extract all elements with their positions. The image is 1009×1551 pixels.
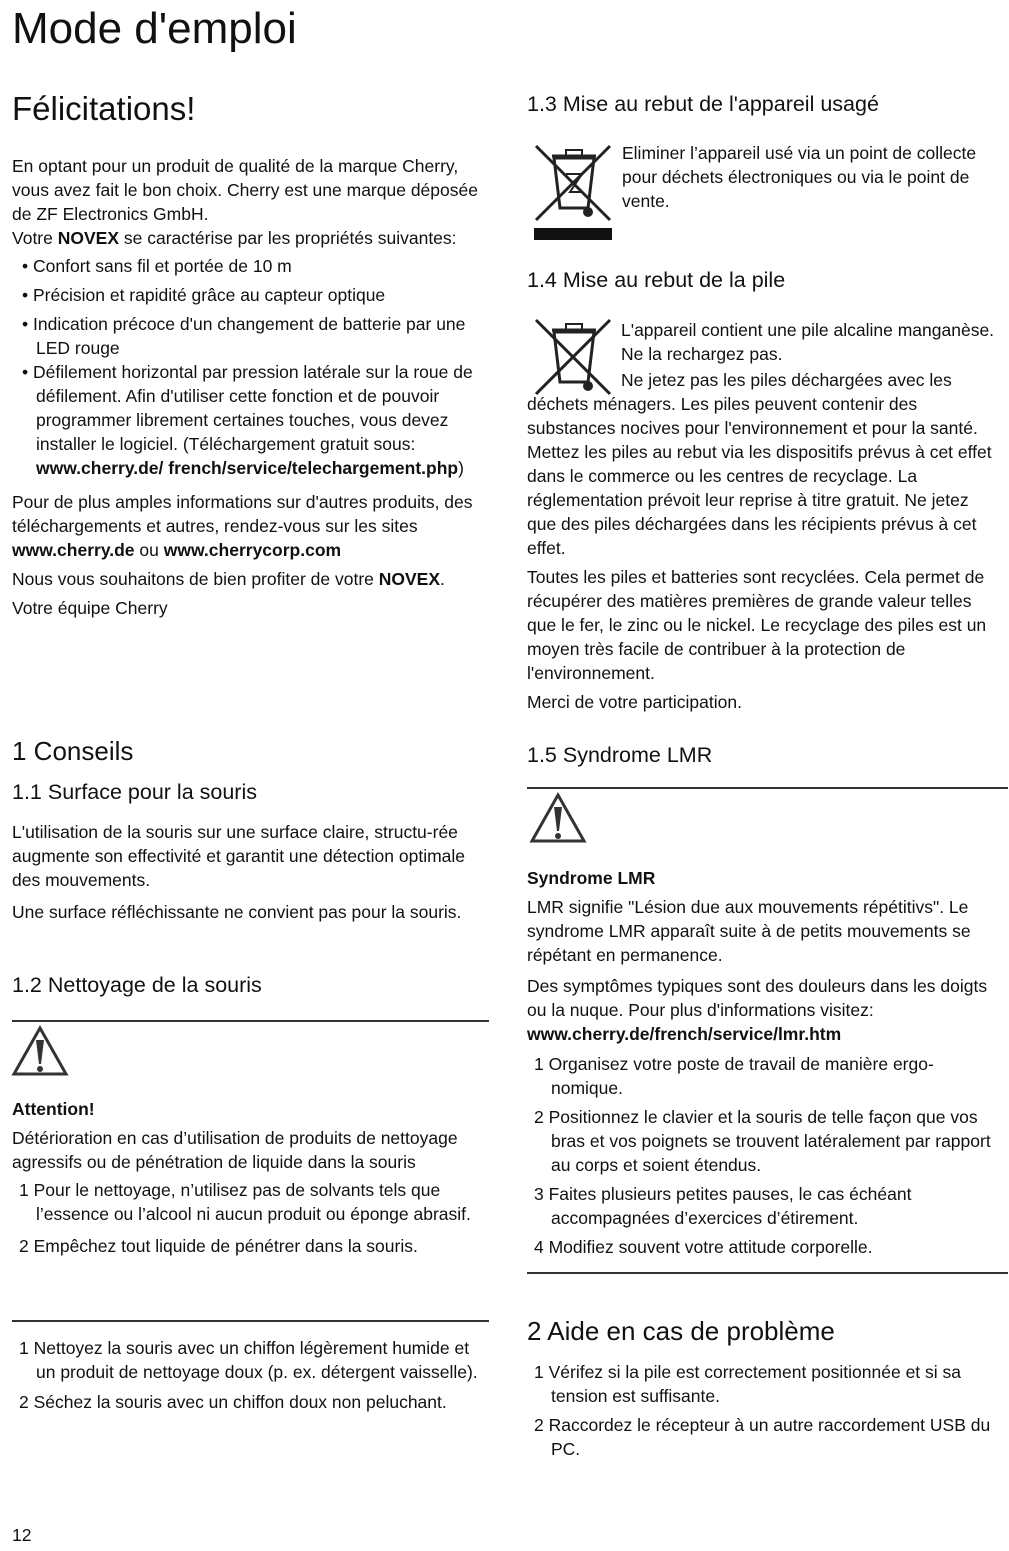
page-number: 12 bbox=[12, 1525, 32, 1545]
battery-recycle-paragraph: Toutes les piles et batteries sont recyclées. Cela permet de récupérer des matières premières de grande valeur telles que le fer, le zinc ou le nickel. Le recyclage des piles est un moyen très facile de contribuer à la protection de l'environnement. bbox=[527, 567, 987, 683]
troubleshooting-list bbox=[527, 1360, 997, 1461]
battery-paragraph: L'appareil contient une pile alcaline manganèse. Ne la rechargez pas. bbox=[621, 320, 995, 364]
page-title: Mode d'emploi bbox=[12, 4, 297, 53]
warning-bottom-rule bbox=[12, 1320, 489, 1322]
section-1-3-heading: 1.3 Mise au rebut de l'appareil usagé bbox=[527, 92, 879, 116]
section-1-2-heading: 1.2 Nettoyage de la souris bbox=[12, 973, 262, 997]
crossed-bin-icon bbox=[530, 140, 616, 244]
section-2-heading: 2 Aide en cas de problème bbox=[527, 1316, 835, 1346]
lmr-link[interactable]: www.cherry.de/french/service/lmr.htm bbox=[527, 1024, 842, 1044]
warning-icon bbox=[528, 791, 588, 847]
lmr-item: 4 Modifiez souvent votre attitude corporelle. bbox=[534, 1237, 873, 1257]
battery-body bbox=[527, 368, 1002, 714]
intro-paragraph: En optant pour un produit de qualité de la marque Cherry, vous avez fait le bon choix. Cherry est une marque déposée de ZF Electronics GmbH. bbox=[12, 156, 478, 224]
lmr-top-rule bbox=[527, 787, 1008, 789]
section-1-4-heading: 1.4 Mise au rebut de la pile bbox=[527, 268, 786, 292]
cherrycorp-link[interactable]: www.cherrycorp.com bbox=[163, 540, 342, 560]
warning-text: Détérioration en cas d’utilisation de produits de nettoyage agressifs ou de pénétration de liquide dans la souris bbox=[12, 1128, 458, 1172]
warning-title: Attention! bbox=[12, 1099, 95, 1119]
warning-top-rule bbox=[12, 1020, 489, 1022]
thanks-paragraph: Merci de votre participation. bbox=[527, 692, 742, 712]
lmr-symptoms: Des symptômes typiques sont des douleurs dans les doigts ou la nuque. Pour plus d'informations visitez: bbox=[527, 976, 988, 1020]
feature-bullet: • Précision et rapidité grâce au capteur optique bbox=[22, 285, 386, 305]
cleaning-step: 2 Séchez la souris avec un chiffon doux non peluchant. bbox=[19, 1392, 447, 1412]
section-1-1-heading: 1.1 Surface pour la souris bbox=[12, 780, 257, 804]
wish-paragraph: Nous vous souhaitons de bien profiter de votre NOVEX. bbox=[12, 569, 445, 589]
lmr-box bbox=[527, 866, 1003, 1259]
warning-item: 1 Pour le nettoyage, n’utilisez pas de solvants tels que l’essence ou l’alcool ni aucun produit ou éponge abrasif. bbox=[19, 1180, 471, 1224]
lmr-item: 2 Positionnez le clavier et la souris de telle façon que vos bras et vos poignets se trouvent latéralement par rapport au corps et soient étendus. bbox=[534, 1107, 991, 1175]
feature-bullet: • Défilement horizontal par pression latérale sur la roue de défilement. Afin d'utiliser cette fonction et de pouvoir programmer librement certaines touches, vous devez installer le logiciel. (Téléchargement gratuit sous: www.cherry.de/ french/service/telechargement.php) bbox=[22, 362, 473, 478]
intro-heading: Félicitations! bbox=[12, 90, 196, 127]
disposal-text bbox=[622, 141, 997, 213]
warning-item: 2 Empêchez tout liquide de pénétrer dans la souris. bbox=[19, 1236, 418, 1256]
section-1-5-heading: 1.5 Syndrome LMR bbox=[527, 743, 713, 767]
lmr-item: 1 Organisez votre poste de travail de manière ergo-nomique. bbox=[534, 1054, 934, 1098]
cleaning-step: 1 Nettoyez la souris avec un chiffon légèrement humide et un produit de nettoyage doux (p. ex. détergent vaisselle). bbox=[19, 1338, 478, 1382]
surface-paragraph: L'utilisation de la souris sur une surface claire, structu-rée augmente son effectivité et garantit une détection optimale des mouvements. bbox=[12, 822, 466, 890]
download-link[interactable]: www.cherry.de/ french/service/telechargement.php bbox=[36, 458, 459, 478]
battery-disposal-paragraph: Ne jetez pas les piles déchargées avec les déchets ménagers. Les piles peuvent contenir des substances nocives pour l'environnement et pour la santé. Mettez les piles au rebut via les dispositifs prévus à cet effet dans le commerce ou les centres de recyclage. La réglementation prévoit leur reprise à titre gratuit. Ne jetez que des piles déchargées dans les récipients prévus à cet effet. bbox=[527, 370, 992, 558]
cherry-link[interactable]: www.cherry.de bbox=[12, 540, 135, 560]
cleaning-steps bbox=[12, 1336, 490, 1414]
signature: Votre équipe Cherry bbox=[12, 598, 168, 618]
intro-features-lead: Votre NOVEX se caractérise par les propriétés suivantes: bbox=[12, 228, 457, 248]
feature-bullet: • Confort sans fil et portée de 10 m bbox=[22, 256, 292, 276]
lmr-definition: LMR signifie "Lésion due aux mouvements répétitivs". Le syndrome LMR apparaît suite à de petits mouvements se répétant en permanence. bbox=[527, 897, 971, 965]
lmr-bottom-rule bbox=[527, 1272, 1008, 1274]
troubleshoot-item: 1 Vérifez si la pile est correctement positionnée et si sa tension est suffisante. bbox=[534, 1362, 962, 1406]
lmr-box-title: Syndrome LMR bbox=[527, 868, 656, 888]
section-1-1-body bbox=[12, 820, 488, 924]
warning-icon bbox=[10, 1024, 70, 1080]
reflective-paragraph: Une surface réfléchissante ne convient pas pour la souris. bbox=[12, 902, 462, 922]
more-info-paragraph: Pour de plus amples informations sur d'autres produits, des téléchargements et autres, rendez-vous sur les sites www.cherry.de ou www.cherrycorp.com bbox=[12, 492, 473, 560]
lmr-item: 3 Faites plusieurs petites pauses, le cas échéant accompagnées d’exercices d’étirement. bbox=[534, 1184, 912, 1228]
battery-intro bbox=[621, 318, 998, 366]
warning-box bbox=[12, 1097, 490, 1258]
troubleshoot-item: 2 Raccordez le récepteur à un autre raccordement USB du PC. bbox=[534, 1415, 991, 1459]
disposal-paragraph: Eliminer l’appareil usé via un point de collecte pour déchets électroniques ou via le point de vente. bbox=[622, 143, 977, 211]
feature-bullet: • Indication précoce d'un changement de batterie par une LED rouge bbox=[22, 314, 466, 358]
intro-block bbox=[12, 154, 484, 620]
section-1-heading: 1 Conseils bbox=[12, 736, 134, 766]
